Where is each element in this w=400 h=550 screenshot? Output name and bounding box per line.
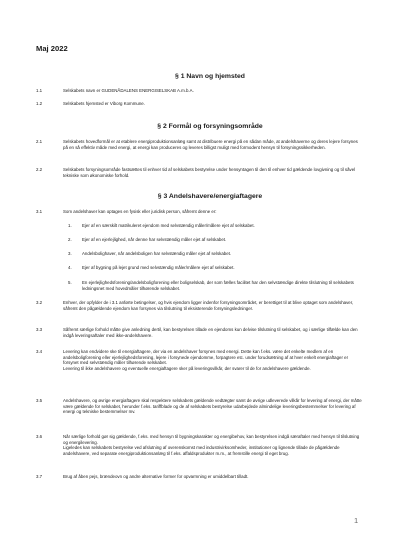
page-number: 1 [354,516,359,525]
clause-text: Brug af åben pejs, brændeovn og andre alternative former for opvarmning er umiddelbart tilladt. [63,474,249,479]
clause-number: 3.2 [36,300,43,305]
list-item-number: 2. [68,237,72,242]
clause-text: Enhver, der opfylder de i 3.1 anførte betingelser, og hvis ejendom ligger indenfor forsyningsområdet, er berettiget til at blive optaget som andelshaver, såfremt den pågældende ejendom kan forsynes via tilslutning til eksisterende forsyningsledninger. [63,300,354,311]
document-date: Maj 2022 [36,44,68,53]
clause-number: 3.4 [36,349,43,354]
clause-text: Selskabets hjemsted er Viborg Kommune. [63,101,145,106]
clause-text: Selskabets forsyningsområde fastsættes til enhver tid af selskabets bestyrelse under hensyntagen til den til enhver tid gældende lovgivning og til såvel tekniske som økonomiske forhold. [63,167,356,178]
clause-number: 3.6 [36,434,43,439]
clause-text: Såfremt særlige forhold måtte give anledning dertil, kan bestyrelsen tillade en ejendoms kun delvise tilslutning til selskabet, og i særlige tilfælde kan den indgå leveringsaftaler med ikke-andelshavere. [63,327,358,338]
clause-text: Selskabets navn er GUDENÅDALENS ENERGISELSKAB A.m.b.A. [63,88,194,93]
section-heading: § 2 Formål og forsyningsområde [157,123,263,130]
clause-number: 3.5 [36,398,43,403]
clause-number: 3.1 [36,209,43,214]
list-item-text: En ejerlejlighedsforening/andelsboligforening eller boligselskab, der som fælles facilitet har den selvstændige direkte tilslutning til selskabets ledningsnet med hovedmåler tilhørende selskabet. [82,280,354,291]
list-item-text: Ejer af en særskilt matrikuleret ejendom med selvstændig måler/målere ejet af selskabet. [82,223,255,228]
clause-text: Som andelshaver kan optages en fysisk eller juridisk person, såfremt denne er: [63,209,217,214]
list-item-number: 3. [68,251,72,256]
list-item-number: 5. [68,280,72,285]
section-heading: § 1 Navn og hjemsted [175,73,245,80]
list-item-text: Ejer af en ejerlejlighed, når denne har selvstændig måler ejet af selskabet. [82,237,227,242]
clause-text: Andelshavere, og øvrige energiaftagere skal respektere selskabets gældende vedtægter samt de øvrige udleverede vilkår for levering af energi, der måtte være gældende for selskabet, herunder f.eks. tariffblade og de af selskabets bestyrelse udarbejdede almindelige leveringsbestemmelser for levering af energi og tekniske bestemmelser mv. [63,398,362,415]
clause-number: 3.7 [36,474,43,479]
clause-text: Levering kan endvidere ske til energiaftagere, der via en andelshaver forsynes med energi. Dette kan f.eks. være det enkelte medlem af en andelsboligforening eller ejerlejlighedsforening, lejere i forsynede ejendomme, forpagtere etc. under forudsætning af at hver enkelt energiaftager er forsynet med selvstændig måler tilhørende selskabet. Levering til ikke andelshavere og eventuelle energiaftagere sker på leveringsvilkår, der svarer til de for andelshavere gældende. [63,349,349,372]
clause-number: 1.1 [36,88,43,93]
list-item-text: Ejer af bygning på lejet grund med selvstændig måler/målere ejet af selskabet. [82,265,235,270]
clause-number: 2.1 [36,139,43,144]
clause-number: 3.3 [36,327,43,332]
clause-number: 1.2 [36,101,43,106]
section-heading: § 3 Andelshavere/energiaftagere [157,193,263,200]
clause-text: Når særlige forhold gør sig gældende, f.eks. med hensyn til bygningskarakter og energibehov, kan bestyrelsen indgå særaftaler med hensyn til tilslutning og energilevering. Ligeledes kan selskabets bestyrelse ved afslutning af overenskomst med industrivirksomheder, institutioner og lignende tillade de pågældende andelshavere, ved separate energiproduktionsanlæg til f.eks. affaldsprodukter m.m., at fremstille energi til eget brug. [63,434,360,457]
list-item-number: 4. [68,265,72,270]
clause-text: Selskabets hovedformål er at etablere energiproduktionsanlæg samt at distribuere energi på en sådan måde, at andelshaverne og deres lejere forsynes på en så effektiv måde med energi, at energi kan produceres og leveres billigst muligt med formodent hensyn til forsyningssikkerheden. [63,139,358,150]
list-item-number: 1. [68,223,72,228]
clause-number: 2.2 [36,167,43,172]
list-item-text: Andelsbolighaver, når andelsboligen har selvstændig måler ejet af selskabet. [82,251,232,256]
